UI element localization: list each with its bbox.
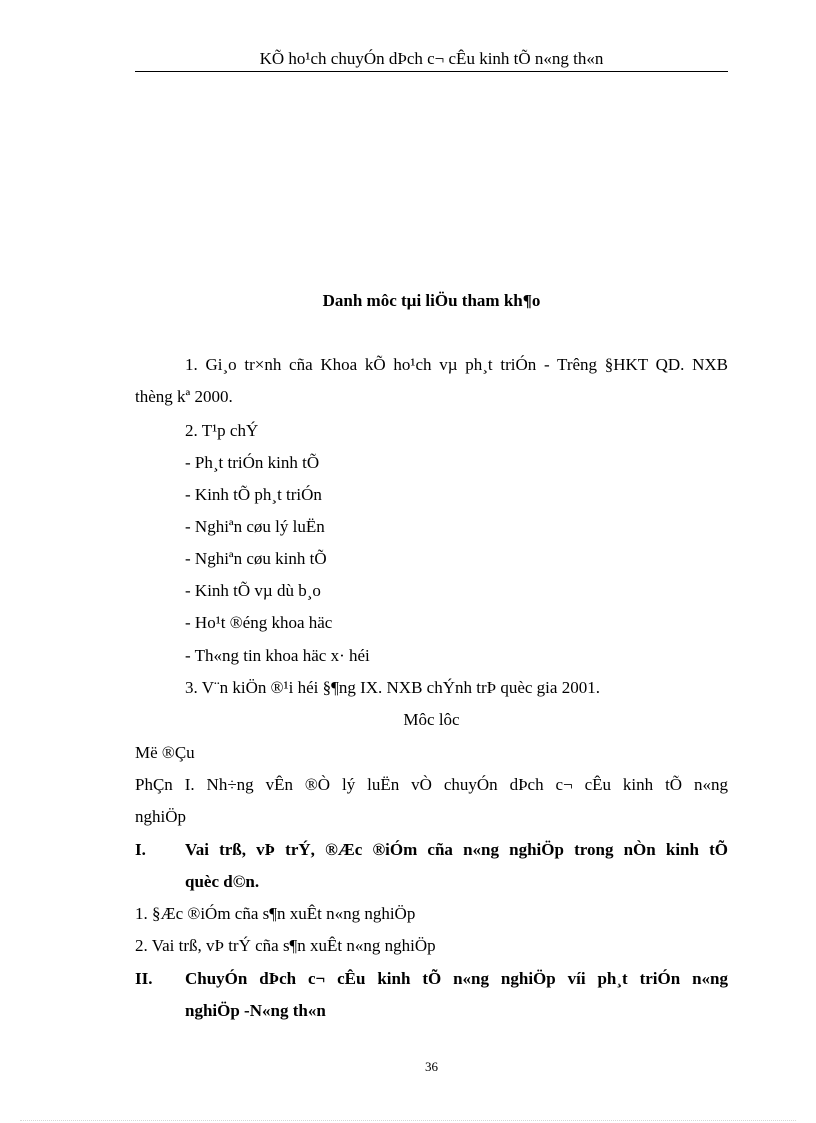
toc-section-1-number: I. xyxy=(135,840,146,859)
references-heading: Danh môc tµi liÖu tham kh¶o xyxy=(322,291,541,310)
reference-item-3: 3. V¨n kiÖn ®¹i héi §¶ng IX. NXB chÝnh trÞ quèc gia 2001. xyxy=(185,678,600,697)
toc-section-2-number: II. xyxy=(135,969,153,988)
toc-subsection-1: 1. §Æc ®iÓm cña s¶n xuÊt n«ng nghiÖp xyxy=(135,904,416,923)
journal-item: - Nghiªn cøu lý luËn xyxy=(185,517,325,536)
journal-item: - Nghiªn cøu kinh tÕ xyxy=(185,549,327,568)
page-bottom-edge xyxy=(20,1120,796,1121)
toc-heading: Môc lôc xyxy=(403,710,460,729)
toc-intro: Më ®Çu xyxy=(135,743,195,762)
toc-part-1-line-2: nghiÖp xyxy=(135,807,186,826)
reference-item-2-title: 2. T¹p chÝ xyxy=(185,421,259,440)
journal-item: - Kinh tÕ vµ dù b¸o xyxy=(185,581,321,600)
page-number: 36 xyxy=(425,1059,438,1074)
reference-item-1-line-2: thèng kª 2000. xyxy=(135,387,233,406)
journal-item: - Kinh tÕ ph¸t triÓn xyxy=(185,485,322,504)
toc-section-2-line-2: nghiÖp -N«ng th«n xyxy=(185,1001,326,1020)
toc-subsection-2: 2. Vai trß, vÞ trÝ cña s¶n xuÊt n«ng nghiÖp xyxy=(135,936,436,955)
page-header-title: KÕ ho¹ch chuyÓn dÞch c¬ cÊu kinh tÕ n«ng th«n xyxy=(259,49,604,68)
toc-section-2-title: ChuyÓn dÞch c¬ cÊu kinh tÕ n«ng nghiÖp víi ph¸t triÓn n«ng xyxy=(185,969,728,988)
header-divider xyxy=(135,71,728,72)
journal-item: - Ph¸t triÓn kinh tÕ xyxy=(185,453,320,472)
toc-section-1-title: Vai trß, vÞ trÝ, ®Æc ®iÓm cña n«ng nghiÖp trong nÒn kinh tÕ xyxy=(185,840,728,859)
journal-item: - Ho¹t ®éng khoa häc xyxy=(185,613,333,632)
reference-item-1-line-1: 1. Gi¸o tr×nh cña Khoa kÕ ho¹ch vµ ph¸t triÓn - Trêng §HKT QD. NXB xyxy=(185,355,728,374)
journal-item: - Th«ng tin khoa häc x· héi xyxy=(185,646,370,665)
toc-part-1-line-1: PhÇn I. Nh÷ng vÊn ®Ò lý luËn vÒ chuyÓn dÞch c¬ cÊu kinh tÕ n«ng xyxy=(135,775,728,794)
toc-section-1-line-2: quèc d©n. xyxy=(185,872,260,891)
